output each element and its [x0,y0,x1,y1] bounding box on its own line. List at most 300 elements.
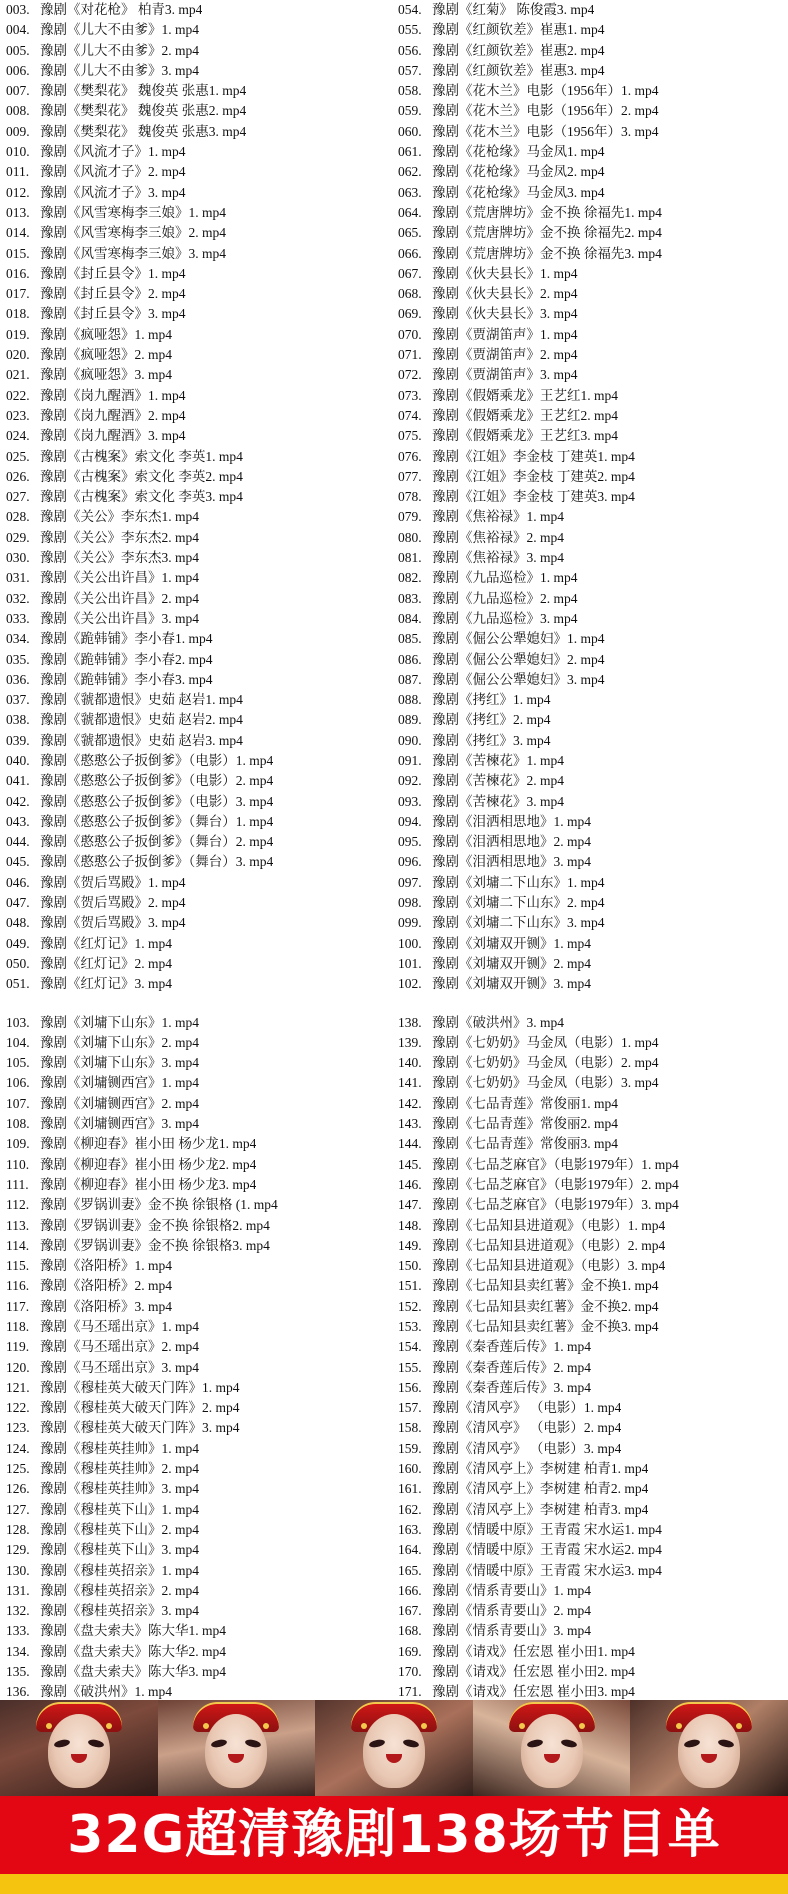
list-item-title: 豫剧《红颜钦差》崔惠1. mp4 [432,22,605,38]
list-item-number: 010. [6,144,30,160]
list-item-number: 106. [6,1075,30,1091]
list-item-title: 豫剧《罗锅训妻》金不换 徐银格 (1. mp4 [40,1197,278,1213]
list-item [6,406,390,426]
list-item-title: 豫剧《盘夫索夫》陈大华2. mp4 [40,1643,227,1659]
list-item [6,1621,390,1641]
list-item-number: 088. [398,692,422,708]
list-item-number: 024. [6,428,30,444]
list-item-number: 042. [6,793,30,809]
list-item-title: 豫剧《情系青要山》2. mp4 [432,1603,592,1619]
list-item-title: 豫剧《焦裕禄》1. mp4 [432,509,565,525]
list-item-title: 豫剧《洛阳桥》2. mp4 [40,1278,173,1294]
list-item [6,832,390,852]
list-item-title: 豫剧《七品知县进道观》（电影）2. mp4 [432,1237,666,1253]
list-item-number: 040. [6,752,30,768]
list-item-number: 168. [398,1623,422,1639]
list-item [6,61,390,81]
list-item-number: 109. [6,1136,30,1152]
list-item [398,467,782,487]
list-item-title: 豫剧《贾湖笛声》3. mp4 [432,367,578,383]
list-item [6,183,390,203]
list-item-number: 111. [6,1176,29,1192]
list-item [6,426,390,446]
list-item [398,1418,782,1438]
list-item-title: 豫剧《刘墉下山东》3. mp4 [40,1055,200,1071]
list-item-title: 豫剧《情系青要山》3. mp4 [432,1623,592,1639]
list-item-number: 170. [398,1664,422,1680]
list-item-number: 095. [398,834,422,850]
performer-photo [158,1700,316,1796]
list-item-title: 豫剧《岗九醒酒》1. mp4 [40,387,186,403]
list-item [6,771,390,791]
footer-color-strip [0,1874,788,1894]
list-item-number: 054. [398,2,422,17]
list-item-number: 122. [6,1400,30,1416]
list-item-number: 115. [6,1258,30,1274]
list-item [398,1581,782,1601]
list-item-number: 005. [6,42,30,58]
list-item-title: 豫剧《红颜钦差》崔惠2. mp4 [432,42,605,58]
list-item [6,507,390,527]
list-item-title: 豫剧《七奶奶》马金凤（电影）3. mp4 [432,1075,659,1091]
list-item-title: 豫剧《疯哑怨》2. mp4 [40,347,173,363]
list-item [398,731,782,751]
list-item [398,20,782,40]
list-item-title: 豫剧《罗锅训妻》金不换 徐银格2. mp4 [40,1217,270,1233]
list-item [398,1459,782,1479]
list-item [398,365,782,385]
list-item [6,1459,390,1479]
list-item-title: 豫剧《刘墉下山东》2. mp4 [40,1034,200,1050]
list-item-number: 128. [6,1521,30,1537]
list-item-number: 049. [6,935,30,951]
list-item-number: 045. [6,854,30,870]
list-item-number: 070. [398,326,422,342]
list-item [398,1500,782,1520]
list-item [6,284,390,304]
list-item-title: 豫剧《柳迎春》崔小田 杨少龙3. mp4 [40,1176,257,1192]
list-item-number: 163. [398,1521,422,1537]
list-item-number: 091. [398,752,422,768]
list-item [6,447,390,467]
list-item-number: 062. [398,164,422,180]
list-item-title: 豫剧《刘墉双开铡》3. mp4 [432,976,592,992]
list-item-number: 142. [398,1095,422,1111]
list-item-title: 豫剧《风流才子》1. mp4 [40,144,186,160]
list-item [6,1175,390,1195]
list-item-title: 豫剧《儿大不由爹》2. mp4 [40,42,200,58]
list-item [398,568,782,588]
list-item [398,1561,782,1581]
list-item-title: 豫剧《苦楝花》3. mp4 [432,793,565,809]
performer-photo [630,1700,788,1796]
list-item-number: 157. [398,1400,422,1416]
face-icon [363,1714,425,1788]
list-item-title: 豫剧《花枪缘》马金凤3. mp4 [432,184,605,200]
list-item-title: 豫剧《请戏》任宏恩 崔小田2. mp4 [432,1664,635,1680]
list-item-number: 162. [398,1501,422,1517]
list-item-number: 093. [398,793,422,809]
list-item-title: 豫剧《花枪缘》马金凤1. mp4 [432,144,605,160]
list-item [6,934,390,954]
list-item-number: 129. [6,1542,30,1558]
list-item-number: 135. [6,1664,30,1680]
list-item [6,304,390,324]
list-item-number: 108. [6,1116,30,1132]
list-item-number: 079. [398,509,422,525]
list-item [398,244,782,264]
list-item-title: 豫剧《刘墉双开铡》2. mp4 [432,955,592,971]
list-item [6,1236,390,1256]
list-item [6,528,390,548]
list-item-title: 豫剧《刘墉二下山东》1. mp4 [432,874,605,890]
list-item [6,1013,390,1033]
list-item [6,1276,390,1296]
list-item-number: 131. [6,1582,30,1598]
list-item [6,162,390,182]
list-item-title: 豫剧《七品青莲》常俊丽3. mp4 [432,1136,619,1152]
list-item [6,101,390,121]
list-item [6,223,390,243]
program-list-bottom [0,1013,788,1723]
list-item-title: 豫剧《拷红》2. mp4 [432,712,551,728]
program-column-bottom-right [394,1013,782,1723]
list-item-title: 豫剧《穆桂英下山》3. mp4 [40,1542,200,1558]
list-item-title: 豫剧《倔公公犟媳妇》1. mp4 [432,631,605,647]
list-item [6,974,390,994]
list-item-title: 豫剧《九品巡检》1. mp4 [432,570,578,586]
list-item [398,1134,782,1154]
list-item [398,812,782,832]
list-item [6,568,390,588]
list-item-number: 038. [6,712,30,728]
list-item-number: 144. [398,1136,422,1152]
list-item [6,1601,390,1621]
list-item-number: 101. [398,955,422,971]
list-item-title: 豫剧《江姐》李金枝 丁建英1. mp4 [432,448,635,464]
list-item-title: 豫剧《封丘县令》2. mp4 [40,286,186,302]
list-item-number: 019. [6,326,30,342]
list-item-number: 050. [6,955,30,971]
list-item [398,1094,782,1114]
list-item-number: 171. [398,1684,422,1700]
list-item-number: 059. [398,103,422,119]
list-item-number: 012. [6,184,30,200]
list-item-number: 123. [6,1420,30,1436]
list-item-number: 110. [6,1156,30,1172]
list-item-title: 豫剧《关公出许昌》1. mp4 [40,570,200,586]
list-item [6,731,390,751]
list-item-number: 056. [398,42,422,58]
list-item-number: 031. [6,570,30,586]
list-item-number: 018. [6,306,30,322]
list-item-number: 114. [6,1237,30,1253]
list-item-title: 豫剧《穆桂英挂帅》1. mp4 [40,1440,200,1456]
list-item-number: 138. [398,1014,422,1030]
list-item-number: 058. [398,83,422,99]
list-item [6,751,390,771]
list-item [6,122,390,142]
list-item-number: 013. [6,204,30,220]
list-item [398,0,782,20]
list-item [398,710,782,730]
list-item [6,1216,390,1236]
list-item-number: 103. [6,1014,30,1030]
list-item-title: 豫剧《关公》李东杰3. mp4 [40,550,200,566]
list-item-number: 020. [6,347,30,363]
list-item-title: 豫剧《红灯记》2. mp4 [40,955,173,971]
list-item-number: 092. [398,773,422,789]
list-item-title: 豫剧《泪洒相思地》1. mp4 [432,813,592,829]
list-item [6,203,390,223]
list-item-title: 豫剧《马丕瑶出京》3. mp4 [40,1359,200,1375]
list-item [398,162,782,182]
list-item-title: 豫剧《风雪寒梅李三娘》2. mp4 [40,225,227,241]
list-item-number: 025. [6,448,30,464]
list-item [398,284,782,304]
list-item-number: 156. [398,1379,422,1395]
list-item-title: 豫剧《马丕瑶出京》2. mp4 [40,1339,200,1355]
list-item-title: 豫剧《跪韩铺》李小春1. mp4 [40,631,213,647]
list-section-divider [0,995,788,1013]
list-item-title: 豫剧《岗九醒酒》3. mp4 [40,428,186,444]
list-item [398,1642,782,1662]
list-item-title: 豫剧《七品芝麻官》（电影1979年）2. mp4 [432,1176,679,1192]
list-item-number: 087. [398,671,422,687]
list-item-title: 豫剧《跪韩铺》李小春3. mp4 [40,671,213,687]
list-item-number: 130. [6,1562,30,1578]
list-item-number: 063. [398,184,422,200]
list-item-title: 豫剧《封丘县令》3. mp4 [40,306,186,322]
list-item-number: 080. [398,529,422,545]
list-item-number: 139. [398,1034,422,1050]
list-item [398,264,782,284]
list-item [398,1317,782,1337]
list-item [6,792,390,812]
performer-photo [315,1700,473,1796]
list-item-title: 豫剧《穆桂英招亲》2. mp4 [40,1582,200,1598]
list-item-number: 141. [398,1075,422,1091]
list-item-number: 121. [6,1379,30,1395]
list-item-number: 043. [6,813,30,829]
list-item-title: 豫剧《秦香莲后传》1. mp4 [432,1339,592,1355]
list-item-number: 003. [6,2,30,17]
list-item [398,447,782,467]
list-item-title: 豫剧《憨憨公子扳倒爹》（舞台）1. mp4 [40,813,274,829]
list-item-number: 032. [6,590,30,606]
list-item-number: 124. [6,1440,30,1456]
list-item [398,893,782,913]
list-item-title: 豫剧《憨憨公子扳倒爹》（舞台）2. mp4 [40,834,274,850]
list-item-title: 豫剧《苦楝花》2. mp4 [432,773,565,789]
list-item-title: 豫剧《疯哑怨》3. mp4 [40,367,173,383]
list-item [6,1033,390,1053]
list-item [6,873,390,893]
list-item-title: 豫剧《对花枪》 柏青3. mp4 [40,2,203,17]
list-item-title: 豫剧《秦香莲后传》3. mp4 [432,1379,592,1395]
list-item [6,1094,390,1114]
program-column-top-right [394,0,782,995]
list-item-title: 豫剧《穆桂英大破天门阵》3. mp4 [40,1420,240,1436]
list-item [398,934,782,954]
list-item-title: 豫剧《七奶奶》马金凤（电影）1. mp4 [432,1034,659,1050]
list-item-number: 152. [398,1298,422,1314]
list-item [6,41,390,61]
list-item [398,183,782,203]
list-item-number: 074. [398,407,422,423]
list-item [6,386,390,406]
list-item [6,1195,390,1215]
list-item [398,41,782,61]
list-item-number: 150. [398,1258,422,1274]
list-item-title: 豫剧《穆桂英招亲》1. mp4 [40,1562,200,1578]
list-item [6,1418,390,1438]
list-item-title: 豫剧《刘墉下山东》1. mp4 [40,1014,200,1030]
list-item-title: 豫剧《拷红》1. mp4 [432,692,551,708]
face-icon [678,1714,740,1788]
list-item [398,1479,782,1499]
list-item [398,1195,782,1215]
list-item-title: 豫剧《憨憨公子扳倒爹》（电影）3. mp4 [40,793,274,809]
list-item [398,954,782,974]
list-item-title: 豫剧《伙夫县长》2. mp4 [432,286,578,302]
list-item-title: 豫剧《清风亭》 （电影）3. mp4 [432,1440,622,1456]
list-item [6,954,390,974]
list-item-number: 117. [6,1298,30,1314]
list-item-number: 051. [6,976,30,992]
list-item-title: 豫剧《刘墉二下山东》2. mp4 [432,895,605,911]
list-item-title: 豫剧《拷红》3. mp4 [432,732,551,748]
list-item [6,650,390,670]
list-item [398,1175,782,1195]
list-item-title: 豫剧《假婿乘龙》王艺红3. mp4 [432,428,619,444]
list-item-number: 118. [6,1319,30,1334]
list-item [398,1621,782,1641]
list-item-title: 豫剧《贺后骂殿》1. mp4 [40,874,186,890]
list-item [6,142,390,162]
list-item-title: 豫剧《风流才子》2. mp4 [40,164,186,180]
list-item-title: 豫剧《疯哑怨》1. mp4 [40,326,173,342]
list-item [6,0,390,20]
list-item [398,1297,782,1317]
list-item-number: 143. [398,1116,422,1132]
performer-photo-strip [0,1700,788,1796]
list-item-number: 096. [398,854,422,870]
list-item-title: 豫剧《焦裕禄》2. mp4 [432,529,565,545]
list-item [6,893,390,913]
list-item [6,913,390,933]
list-item [398,507,782,527]
list-item-title: 豫剧《穆桂英大破天门阵》2. mp4 [40,1400,240,1416]
list-item-number: 041. [6,773,30,789]
list-item-number: 158. [398,1420,422,1436]
list-item-title: 豫剧《清风亭上》李树建 柏青1. mp4 [432,1461,649,1477]
list-item-number: 047. [6,895,30,911]
list-item-title: 豫剧《七品知县卖红薯》金不换3. mp4 [432,1319,659,1334]
list-item [6,325,390,345]
list-item-title: 豫剧《焦裕禄》3. mp4 [432,550,565,566]
list-item-title: 豫剧《花木兰》电影（1956年）1. mp4 [432,83,659,99]
program-column-top-left [6,0,394,995]
list-item-number: 127. [6,1501,30,1517]
list-item-number: 083. [398,590,422,606]
list-item-number: 089. [398,712,422,728]
list-item-number: 067. [398,265,422,281]
list-item-number: 133. [6,1623,30,1639]
list-item [6,264,390,284]
list-item [6,1317,390,1337]
list-item-title: 豫剧《倔公公犟媳妇》3. mp4 [432,671,605,687]
list-item-title: 豫剧《古槐案》索文化 李英3. mp4 [40,489,243,505]
list-item [398,1378,782,1398]
list-item [398,81,782,101]
list-item-title: 豫剧《倔公公犟媳妇》2. mp4 [432,651,605,667]
list-item-title: 豫剧《儿大不由爹》1. mp4 [40,22,200,38]
list-item-number: 164. [398,1542,422,1558]
promo-banner-title: 32G超清豫剧138场节目单 [67,1805,721,1865]
list-item-number: 076. [398,448,422,464]
list-item [398,1073,782,1093]
list-item [398,792,782,812]
list-item [398,1276,782,1296]
list-item-title: 豫剧《荒唐牌坊》金不换 徐福先2. mp4 [432,225,662,241]
list-item-number: 100. [398,935,422,951]
list-item [6,629,390,649]
list-item [6,1439,390,1459]
list-item-number: 153. [398,1319,422,1334]
list-item-number: 147. [398,1197,422,1213]
list-item-title: 豫剧《情暖中原》王青霞 宋水运1. mp4 [432,1521,662,1537]
list-item-number: 022. [6,387,30,403]
list-item-number: 086. [398,651,422,667]
list-item-number: 033. [6,610,30,626]
list-item-title: 豫剧《假婿乘龙》王艺红2. mp4 [432,407,619,423]
list-item-title: 豫剧《洛阳桥》1. mp4 [40,1258,173,1274]
list-item-title: 豫剧《贺后骂殿》3. mp4 [40,915,186,931]
list-item-title: 豫剧《泪洒相思地》2. mp4 [432,834,592,850]
list-item-number: 069. [398,306,422,322]
list-item-title: 豫剧《红菊》 陈俊霞3. mp4 [432,2,595,17]
list-item-number: 159. [398,1440,422,1456]
list-item-number: 073. [398,387,422,403]
list-item [398,852,782,872]
list-item-number: 140. [398,1055,422,1071]
list-item-number: 072. [398,367,422,383]
list-item [6,548,390,568]
list-item [398,386,782,406]
list-item-number: 036. [6,671,30,687]
list-item-title: 豫剧《请戏》任宏恩 崔小田3. mp4 [432,1684,635,1700]
list-item [398,345,782,365]
list-item [6,1073,390,1093]
list-item [398,1439,782,1459]
list-item-title: 豫剧《清风亭》 （电影）1. mp4 [432,1400,622,1416]
list-item-title: 豫剧《虢都遗恨》史茹 赵岩2. mp4 [40,712,243,728]
list-item [398,426,782,446]
list-item [398,650,782,670]
list-item-title: 豫剧《七品知县进道观》（电影）3. mp4 [432,1258,666,1274]
list-item-number: 030. [6,550,30,566]
list-item [6,1581,390,1601]
list-item-number: 008. [6,103,30,119]
list-item [6,1134,390,1154]
list-item-title: 豫剧《红灯记》1. mp4 [40,935,173,951]
list-item [6,609,390,629]
list-item [398,1256,782,1276]
list-item-title: 豫剧《江姐》李金枝 丁建英2. mp4 [432,468,635,484]
list-item-number: 116. [6,1278,30,1294]
list-item-title: 豫剧《破洪州》3. mp4 [432,1014,565,1030]
